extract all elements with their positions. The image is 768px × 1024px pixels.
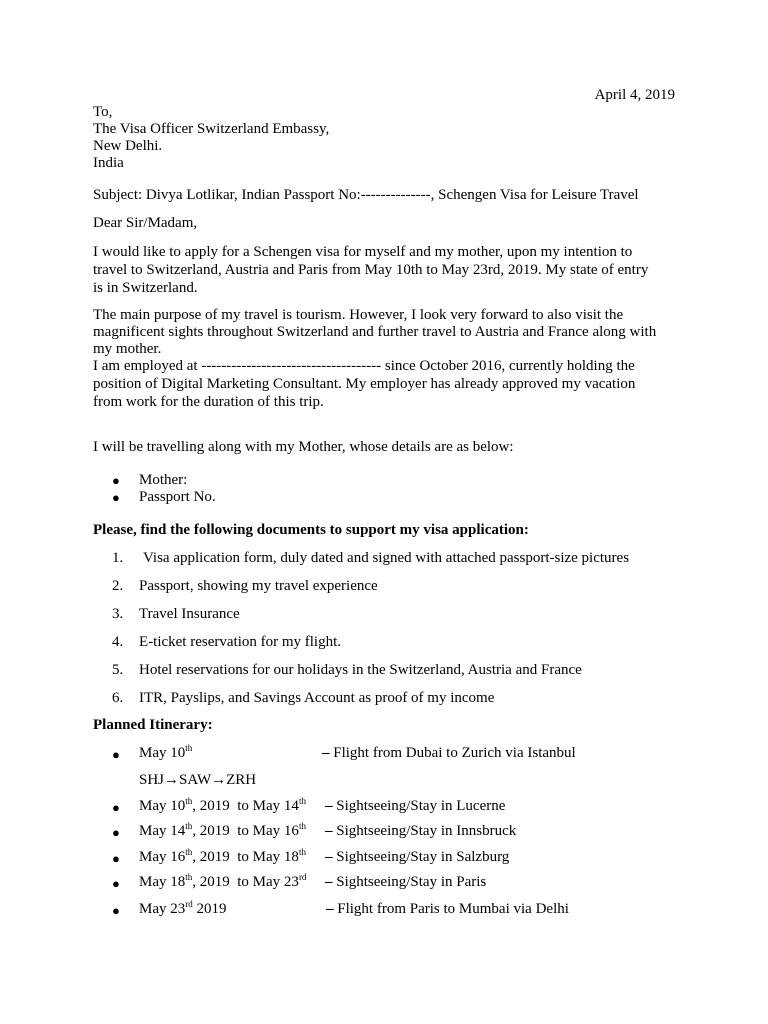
itinerary-activity: – Flight from Dubai to Zurich via Istanbul bbox=[322, 745, 576, 761]
paragraph-line: position of Digital Marketing Consultant. My employer has already approved my vacation bbox=[93, 376, 636, 392]
list-number: 5. bbox=[112, 662, 124, 678]
bullet-icon: ● bbox=[112, 851, 120, 866]
paragraph-line: from work for the duration of this trip. bbox=[93, 394, 324, 410]
itinerary-date: May 10th bbox=[139, 743, 193, 761]
paragraph-line: I am employed at ------------------------------------ since October 2016, currently holding the bbox=[93, 358, 635, 374]
document-item: Hotel reservations for our holidays in the Switzerland, Austria and France bbox=[139, 662, 582, 678]
address-line: New Delhi. bbox=[93, 138, 163, 154]
documents-heading: Please, find the following documents to support my visa application: bbox=[93, 522, 529, 538]
paragraph-line: The main purpose of my travel is tourism. However, I look very forward to also visit the bbox=[93, 307, 624, 323]
paragraph-line: my mother. bbox=[93, 341, 162, 357]
bullet-icon: ● bbox=[112, 876, 120, 891]
list-number: 2. bbox=[112, 578, 124, 594]
itinerary-heading: Planned Itinerary: bbox=[93, 717, 213, 733]
itinerary-activity: – Sightseeing/Stay in Lucerne bbox=[325, 798, 506, 814]
paragraph-line: I will be travelling along with my Mother, whose details are as below: bbox=[93, 439, 514, 455]
document-item: Travel Insurance bbox=[139, 606, 240, 622]
list-number: 6. bbox=[112, 690, 124, 706]
route-codes: SHJ→SAW→ZRH bbox=[139, 772, 257, 788]
paragraph-line: travel to Switzerland, Austria and Paris from May 10th to May 23rd, 2019. My state of entry bbox=[93, 262, 649, 278]
bullet-icon: ● bbox=[112, 490, 120, 505]
document-item: ITR, Payslips, and Savings Account as proof of my income bbox=[139, 690, 495, 706]
salutation: Dear Sir/Madam, bbox=[93, 215, 198, 231]
list-number: 1. bbox=[112, 550, 124, 566]
address-line: The Visa Officer Switzerland Embassy, bbox=[93, 121, 330, 137]
bullet-icon: ● bbox=[112, 800, 120, 815]
bullet-icon: ● bbox=[112, 825, 120, 840]
itinerary-activity: – Flight from Paris to Mumbai via Delhi bbox=[326, 901, 569, 917]
itinerary-date: May 16th, 2019 to May 18th bbox=[139, 847, 306, 865]
mother-detail: Passport No. bbox=[139, 489, 216, 505]
itinerary-activity: – Sightseeing/Stay in Innsbruck bbox=[325, 823, 517, 839]
itinerary-date: May 18th, 2019 to May 23rd bbox=[139, 872, 307, 890]
paragraph-line: is in Switzerland. bbox=[93, 280, 198, 296]
address-line: To, bbox=[93, 104, 113, 120]
bullet-icon: ● bbox=[112, 903, 120, 918]
itinerary-activity: – Sightseeing/Stay in Paris bbox=[325, 874, 487, 890]
bullet-icon: ● bbox=[112, 473, 120, 488]
itinerary-date: May 10th, 2019 to May 14th bbox=[139, 796, 306, 814]
list-number: 3. bbox=[112, 606, 124, 622]
paragraph-line: I would like to apply for a Schengen visa for myself and my mother, upon my intention to bbox=[93, 244, 633, 260]
address-line: India bbox=[93, 155, 124, 171]
paragraph-line: magnificent sights throughout Switzerland and further travel to Austria and France along with bbox=[93, 324, 657, 340]
document-item: E-ticket reservation for my flight. bbox=[139, 634, 342, 650]
list-number: 4. bbox=[112, 634, 124, 650]
mother-detail: Mother: bbox=[139, 472, 188, 488]
document-item: Visa application form, duly dated and signed with attached passport-size pictures bbox=[143, 550, 630, 566]
bullet-icon: ● bbox=[112, 747, 120, 762]
subject-line: Subject: Divya Lotlikar, Indian Passport No:--------------, Schengen Visa for Leisure Travel bbox=[93, 187, 639, 203]
letter-date: April 4, 2019 bbox=[594, 87, 675, 103]
itinerary-date: May 14th, 2019 to May 16th bbox=[139, 821, 306, 839]
document-item: Passport, showing my travel experience bbox=[139, 578, 378, 594]
itinerary-activity: – Sightseeing/Stay in Salzburg bbox=[325, 849, 510, 865]
itinerary-date: May 23rd 2019 bbox=[139, 899, 227, 917]
